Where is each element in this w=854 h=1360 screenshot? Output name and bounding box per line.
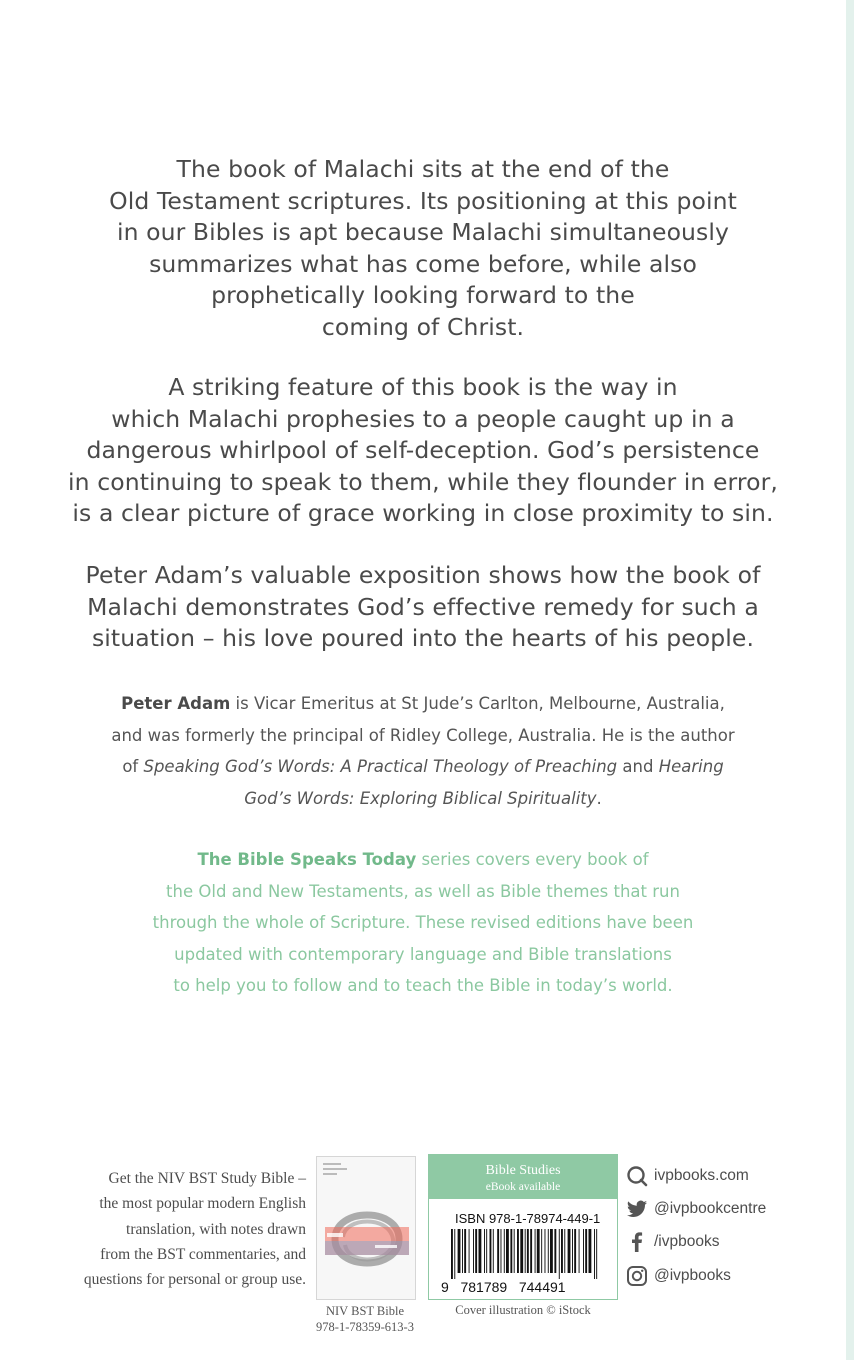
barcode-bar xyxy=(506,1229,509,1273)
isbn-label: ISBN 978-1-78974-449-1 xyxy=(455,1211,601,1226)
series-description xyxy=(40,844,806,1002)
promo-line: from the BST commentaries, and xyxy=(100,1245,306,1263)
barcode-bar xyxy=(520,1229,523,1273)
barcode-bar xyxy=(564,1229,565,1273)
facebook-link[interactable] xyxy=(626,1230,846,1254)
study-bible-caption xyxy=(300,1303,430,1335)
promo-line: Get the NIV BST Study Bible – xyxy=(108,1170,306,1187)
blurb-line: The book of Malachi sits at the end of the xyxy=(176,155,670,183)
barcode-bar xyxy=(501,1229,502,1273)
blurb-line: A striking feature of this book is the way in xyxy=(168,373,678,401)
barcode-bar xyxy=(579,1229,580,1273)
instagram-handle: @ivpbooks xyxy=(654,1267,731,1284)
bio-line xyxy=(40,783,806,815)
barcode-bar xyxy=(486,1229,487,1273)
bio-text: is Vicar Emeritus at St Jude’s Carlton, Melbourne, Australia, xyxy=(230,694,725,713)
barcode-bar xyxy=(458,1229,461,1273)
barcode-bar xyxy=(484,1229,485,1273)
search-icon xyxy=(626,1165,648,1187)
blurb-paragraph-1 xyxy=(40,154,806,343)
blurb-line: in our Bibles is apt because Malachi simultaneously xyxy=(116,218,730,246)
author-bio xyxy=(40,688,806,814)
barcode-bar xyxy=(462,1229,463,1273)
website-text: ivpbooks.com xyxy=(654,1167,749,1184)
series-line: through the whole of Scripture. These revised editions have been xyxy=(152,913,694,932)
series-line: to help you to follow and to teach the Bible in today’s world. xyxy=(173,976,673,995)
barcode-bar xyxy=(541,1229,542,1273)
study-bible-promo xyxy=(40,1166,306,1292)
barcode-bar xyxy=(525,1229,526,1273)
barcode-bar xyxy=(537,1229,540,1273)
promo-line: the most popular modern English xyxy=(99,1195,306,1213)
barcode-bar xyxy=(583,1229,584,1273)
bio-text: and xyxy=(617,757,659,776)
twitter-link[interactable] xyxy=(626,1197,846,1221)
barcode-bar xyxy=(596,1229,597,1279)
category-label: Bible Studies xyxy=(485,1163,561,1178)
blurb-line: prophetically looking forward to the xyxy=(211,281,635,309)
book-title: Speaking God’s Words: A Practical Theology of Preaching xyxy=(143,757,618,776)
barcode-bar xyxy=(514,1229,515,1273)
barcode-bar xyxy=(473,1229,474,1273)
barcode-bar xyxy=(574,1229,576,1273)
barcode-bar xyxy=(585,1229,587,1273)
author-name: Peter Adam xyxy=(121,694,231,713)
blurb-line: situation – his love poured into the hearts of his people. xyxy=(91,624,755,652)
blurb-line: which Malachi prophesies to a people caught up in a xyxy=(111,404,735,433)
bio-line: and was formerly the principal of Ridley College, Australia. He is the author xyxy=(111,725,735,745)
blurb-line: Malachi demonstrates God’s effective remedy for such a xyxy=(87,592,759,621)
bio-text: of xyxy=(122,757,144,776)
bio-line xyxy=(40,751,806,783)
barcode-bar xyxy=(504,1229,505,1273)
series-line: updated with contemporary language and Bible translations xyxy=(174,944,672,964)
barcode-bar xyxy=(535,1229,536,1273)
cover-credit: Cover illustration © iStock xyxy=(455,1303,591,1317)
barcode-icon xyxy=(439,1229,607,1295)
series-line: the Old and New Testaments, as well as Bible themes that run xyxy=(166,881,680,901)
barcode-bar xyxy=(493,1229,494,1273)
series-line xyxy=(40,844,806,876)
barcode-bar xyxy=(594,1229,595,1279)
barcode-bar xyxy=(548,1229,549,1273)
barcode-bar xyxy=(475,1229,477,1273)
study-bible-cover-image xyxy=(316,1156,416,1300)
blurb-line: dangerous whirlpool of self-deception. God’s persistence xyxy=(86,436,760,464)
barcode-bar xyxy=(490,1229,492,1273)
barcode-bar xyxy=(469,1229,470,1273)
book-title: Hearing xyxy=(658,757,724,776)
barcode-bar xyxy=(497,1229,499,1273)
barcode-bar xyxy=(479,1229,482,1273)
blurb-line: in continuing to speak to them, while they flounder in error, xyxy=(68,467,778,496)
bio-text: . xyxy=(596,788,602,808)
barcode-digits: 9 781789 744491 xyxy=(441,1279,566,1295)
blurb-line: is a clear picture of grace working in close proximity to sin. xyxy=(72,499,774,527)
series-name: The Bible Speaks Today xyxy=(197,850,417,869)
cover-swirl-icon xyxy=(325,1187,409,1291)
blurb-paragraph-2 xyxy=(40,372,806,530)
barcode-bar xyxy=(561,1229,563,1273)
series-text: series covers every book of xyxy=(416,850,649,869)
book-title: God’s Words: Exploring Biblical Spirituality xyxy=(244,788,597,808)
barcode-bar xyxy=(568,1229,571,1273)
barcode-bar xyxy=(589,1229,592,1273)
barcode-bar xyxy=(454,1229,455,1279)
barcode-bar xyxy=(464,1229,466,1273)
barcode-bar xyxy=(550,1229,553,1273)
facebook-icon xyxy=(626,1231,648,1253)
website-link[interactable] xyxy=(626,1164,846,1188)
barcode-bar xyxy=(559,1229,560,1279)
bio-line xyxy=(40,688,806,720)
ebook-note: eBook available xyxy=(485,1181,561,1193)
barcode-bar xyxy=(451,1229,453,1279)
study-bible-title: NIV BST Bible xyxy=(325,1304,405,1318)
blurb-line: coming of Christ. xyxy=(321,312,525,341)
facebook-handle: /ivpbooks xyxy=(654,1233,720,1250)
barcode-bar xyxy=(527,1229,529,1273)
barcode-bar xyxy=(554,1229,556,1273)
barcode-bar xyxy=(545,1229,546,1273)
edge-strip xyxy=(846,0,854,1360)
twitter-handle: @ivpbookcentre xyxy=(654,1200,767,1217)
cover-mini-lines xyxy=(323,1163,347,1175)
blurb-line: summarizes what has come before, while also xyxy=(149,249,697,278)
barcode-bar xyxy=(517,1229,519,1273)
study-bible-isbn: 978-1-78359-613-3 xyxy=(316,1320,414,1334)
blurb-line: Old Testament scriptures. Its positioning at this point xyxy=(109,186,737,215)
blurb-line: Peter Adam’s valuable exposition shows how the book of xyxy=(85,561,761,589)
blurb-paragraph-3 xyxy=(40,560,806,655)
isbn-box xyxy=(428,1154,618,1300)
category-band xyxy=(429,1155,617,1199)
barcode-bar xyxy=(572,1229,573,1273)
instagram-link[interactable] xyxy=(626,1264,846,1288)
barcode-bar xyxy=(510,1229,512,1273)
promo-line: translation, with notes drawn xyxy=(126,1220,306,1238)
twitter-bird-icon xyxy=(626,1198,648,1220)
barcode-bar xyxy=(530,1229,532,1273)
promo-line: questions for personal or group use. xyxy=(83,1271,306,1289)
instagram-icon xyxy=(626,1265,648,1287)
